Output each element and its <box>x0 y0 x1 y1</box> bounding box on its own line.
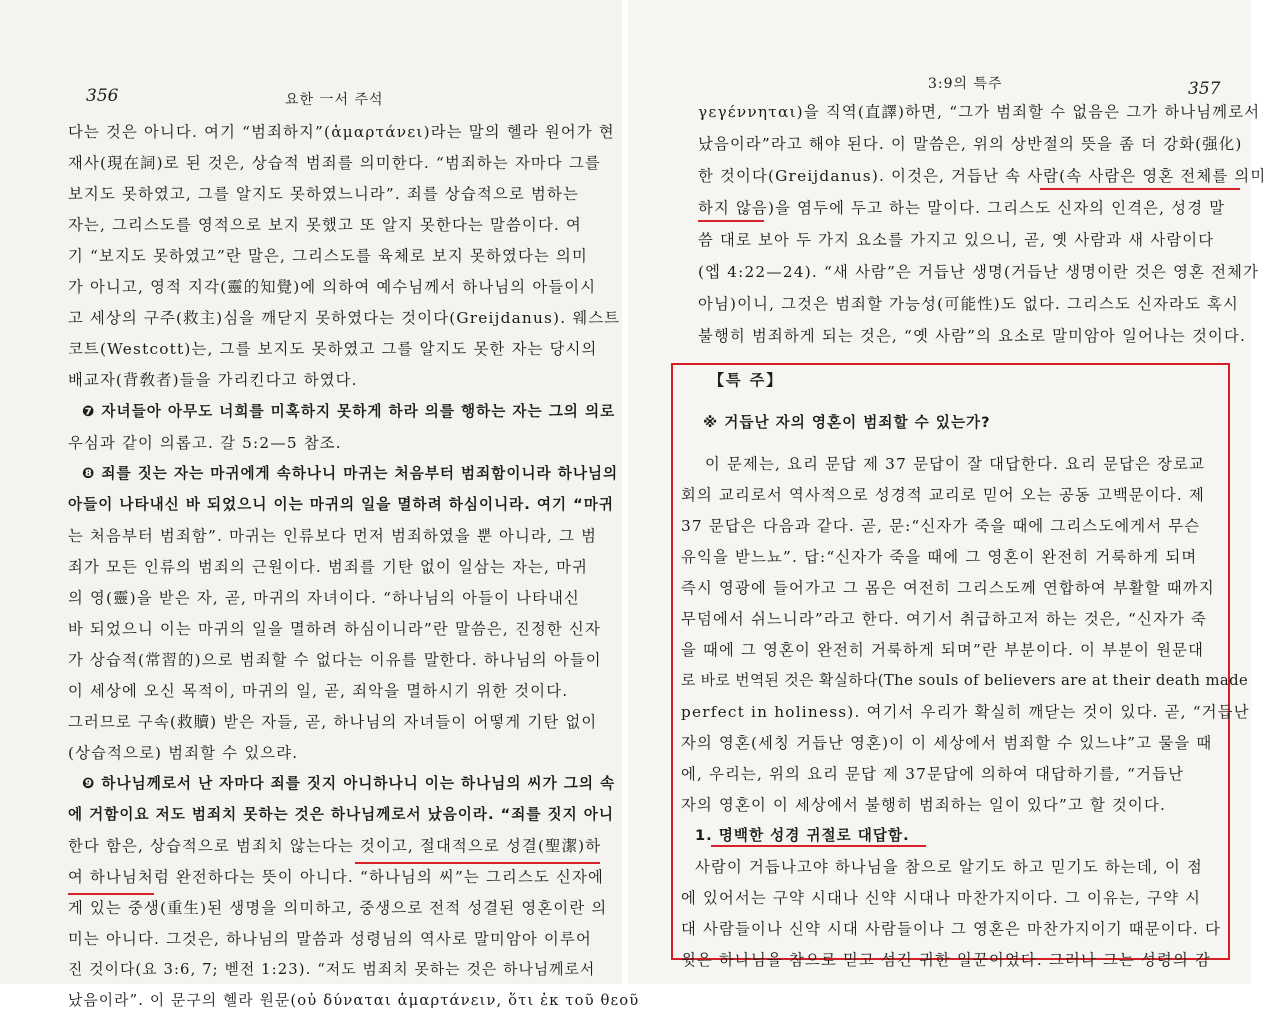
text-line: 의 영(靈)을 받은 자, 곧, 마귀의 자녀이다. “하나님의 아들이 나타내신 <box>68 589 581 607</box>
text-line: 진 것이다(요 3:6, 7; 벧전 1:23). “저도 범죄치 못하는 것은 하나님께로서 <box>68 961 596 978</box>
text-line: 이 문제는, 요리 문답 제 37 문답이 잘 대답한다. 요리 문답은 장로교 <box>705 455 1206 473</box>
verse-8-text: ❽ 죄를 짓는 자는 마귀에게 속하나니 마귀는 처음부터 범죄함이니라 하나님의 <box>82 465 619 482</box>
red-underline <box>68 893 154 895</box>
text-line: 는 처음부터 범죄함”. 마귀는 인류보다 먼저 범죄하였을 뿐 아니라, 그 범 <box>68 527 598 545</box>
text-line: 윗은 하나님을 참으로 믿고 섬긴 귀한 일꾼이었다. 그러나 그는 성령의 감 <box>681 951 1212 969</box>
verse-9-text: ❾ 하나님께로서 난 자마다 죄를 짓지 아니하나니 이는 하나님의 씨가 그의 속 <box>82 775 616 792</box>
text-line: 무덤에서 쉬느니라”라고 한다. 여기서 취급하고저 하는 것은, “신자가 죽 <box>681 610 1208 628</box>
text-line: 가 상습적(常習的)으로 범죄할 수 없다는 이유를 말한다. 하나님의 아들이 <box>68 651 602 669</box>
text-line: 재사(現在詞)로 된 것은, 상습적 범죄를 의미한다. “범죄하는 자마다 그를 <box>68 154 601 172</box>
text-line: 한 것이다(Greijdanus). 이것은, 거듭난 속 사람(속 사람은 영혼 전체를 의미 <box>698 167 1266 185</box>
text-line: γεγέννηται)을 직역(直譯)하면, “그가 범죄할 수 없음은 그가 하나님께로서 <box>698 103 1261 121</box>
running-header: 요한 一서 주석 <box>285 92 384 108</box>
right-body-text <box>698 100 1266 360</box>
text-line: 에, 우리는, 위의 요리 문답 제 37문답에 의하여 대답하기를, “거듭난 <box>681 765 1185 783</box>
text-line: 가 아니고, 영적 지각(靈的知覺)에 의하여 예수님께서 하나님의 아들이시 <box>68 278 597 296</box>
verse-8-text-cont: 아들이 나타내신 바 되었으니 이는 마귀의 일을 멸하려 하심이니라. 여기 “마귀 <box>68 496 614 513</box>
text-line: 하지 않음)을 염두에 두고 하는 말이다. 그리스도 신자의 인격은, 성경 말 <box>698 199 1226 217</box>
text-line: 에 있어서는 구약 시대나 신약 시대나 마찬가지이다. 그 이유는, 구약 시 <box>681 889 1202 907</box>
text-line: 자의 영혼이 이 세상에서 불행히 범죄하는 일이 있다”고 할 것이다. <box>681 796 1167 814</box>
special-note-box <box>671 363 1250 969</box>
text-line: 로 바로 번역된 것은 확실하다(The souls of believers are at their death made <box>681 672 1249 689</box>
text-line: 보지도 못하였고, 그를 알지도 못하였느니라”. 죄를 상습적으로 범하는 <box>68 185 579 203</box>
text-line: 배교자(背敎者)들을 가리킨다고 하였다. <box>68 371 358 389</box>
text-line: 씀 대로 보아 두 가지 요소를 가지고 있으니, 곧, 옛 사람과 새 사람이다 <box>698 231 1215 249</box>
text-line: 게 있는 중생(重生)된 생명을 의미하고, 중생으로 전적 성결된 영혼이란 의 <box>68 899 608 917</box>
text-line: 자는, 그리스도를 영적으로 보지 못했고 또 알지 못한다는 말씀이다. 여 <box>68 216 583 234</box>
verse-7-text: ❼ 자녀들아 아무도 너희를 미혹하지 못하게 하라 의를 행하는 자는 그의 의로 <box>82 403 616 420</box>
text-line: 유익을 받느뇨”. 답:“신자가 죽을 때에 그 영혼이 완전히 거룩하게 되며 <box>681 548 1198 566</box>
text-line: 기 “보지도 못하였고”란 말은, 그리스도를 육체로 보지 못하였다는 의미 <box>68 247 588 265</box>
text-line: 회의 교리로서 역사적으로 성경적 교리로 믿어 오는 공동 고백문이다. 제 <box>681 486 1205 504</box>
text-line: 코트(Westcott)는, 그를 보지도 못하였고 그를 알지도 못한 자는 당시의 <box>68 340 598 358</box>
verse-9-text-cont: 에 거함이요 저도 범죄치 못하는 것은 하나님께로서 났음이라. “죄를 짓지 아니 <box>68 806 614 823</box>
numbered-heading: 1. 명백한 성경 귀절로 대답함. <box>695 827 910 844</box>
red-underline <box>1040 188 1240 190</box>
page-number: 357 <box>1188 79 1221 99</box>
text-line: 자의 영혼(세칭 거듭난 영혼)이 이 세상에서 범죄할 수 있느냐”고 물을 때 <box>681 734 1213 752</box>
text-line: (상습적으로) 범죄할 수 있으랴. <box>68 744 299 762</box>
text-line: 다는 것은 아니다. 여기 “범죄하지”(ἁμαρτάνει)라는 말의 헬라 원어가 현 <box>68 123 615 141</box>
text-line: 죄가 모든 인류의 범죄의 근원이다. 범죄를 기탄 없이 일삼는 자는, 마귀 <box>68 558 589 576</box>
text-line: 났음이라”. 이 문구의 헬라 원문(οὐ δύναται ἁμαρτάνειν, ὅτι ἐκ τοῦ θεοῦ <box>68 992 640 1009</box>
text-line: 사람이 거듭나고야 하나님을 참으로 알기도 하고 믿기도 하는데, 이 점 <box>695 858 1203 876</box>
red-underline <box>355 862 600 864</box>
text-line: 이 세상에 오신 목적이, 마귀의 일, 곧, 죄악을 멸하시기 위한 것이다. <box>68 682 569 700</box>
text-line: 미는 아니다. 그것은, 하나님의 말씀과 성령님의 역사로 말미암아 이루어 <box>68 930 592 948</box>
running-header: 3:9의 특주 <box>928 76 1003 92</box>
red-underline <box>711 845 926 847</box>
text-line: 여 하나님처럼 완전하다는 뜻이 아니다. “하나님의 씨”는 그리스도 신자에 <box>68 868 604 886</box>
red-underline <box>698 220 764 222</box>
text-line: 그러므로 구속(救贖) 받은 자들, 곧, 하나님의 자녀들이 어떻게 기탄 없이 <box>68 713 598 731</box>
text-line: 바 되었으니 이는 마귀의 일을 멸하려 하심이니라”란 말씀은, 진정한 신자 <box>68 620 601 638</box>
text-line: 37 문답은 다음과 같다. 곧, 문:“신자가 죽을 때에 그리스도에게서 무슨 <box>681 517 1201 535</box>
text-line: 우심과 같이 의롭고. 갈 5:2—5 참조. <box>68 434 342 452</box>
text-line: 아님)이니, 그것은 범죄할 가능성(可能性)도 없다. 그리스도 신자라도 혹시 <box>698 295 1239 313</box>
page-number: 356 <box>86 86 119 106</box>
text-line: (엡 4:22—24). “새 사람”은 거듭난 생명(거듭난 생명이란 것은 영혼 전체가 <box>698 263 1260 281</box>
special-note-question: ※ 거듭난 자의 영혼이 범죄할 수 있는가? <box>703 414 991 431</box>
special-note-tag: 【특 주】 <box>709 371 784 389</box>
text-line: 불행히 범죄하게 되는 것은, “옛 사람”의 요소로 말미암아 일어나는 것이다. <box>698 327 1247 345</box>
text-line: 한다 함은, 상습적으로 범죄치 않는다는 것이고, 절대적으로 성결(聖潔)하 <box>68 837 602 855</box>
special-note-body <box>681 452 1250 969</box>
text-line: 났음이라”라고 해야 된다. 이 말씀은, 위의 상반절의 뜻을 좀 더 강화(强化) <box>698 135 1243 153</box>
text-line: perfect in holiness). 여기서 우리가 확실히 깨닫는 것이 있다. 곧, “거듭난 <box>681 703 1250 721</box>
text-line: 고 세상의 구주(救主)심을 깨닫지 못하였다는 것이다(Greijdanus). 웨스트 <box>68 309 621 327</box>
text-line: 즉시 영광에 들어가고 그 몸은 여전히 그리스도께 연합하여 부활할 때까지 <box>681 579 1215 597</box>
left-body-text <box>68 120 640 1009</box>
text-line: 을 때에 그 영혼이 완전히 거룩하게 되며”란 부분이다. 이 부분이 원문대 <box>681 641 1205 659</box>
text-line: 대 사람들이나 신약 시대 사람들이나 그 영혼은 마찬가지이기 때문이다. 다 <box>681 920 1221 938</box>
